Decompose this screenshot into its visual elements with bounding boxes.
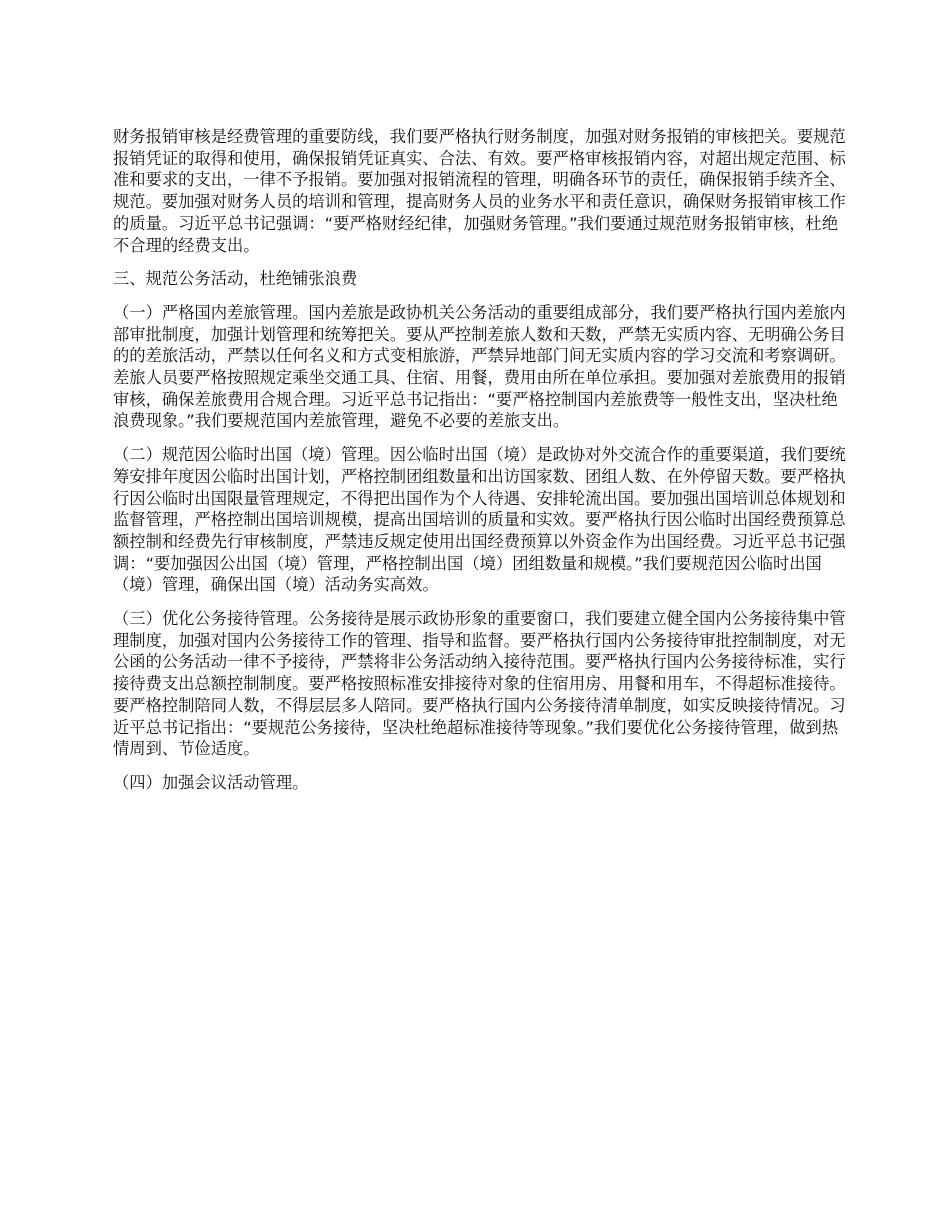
document-body [113,126,853,806]
paragraph-financial-audit: 财务报销审核是经费管理的重要防线，我们要严格执行财务制度，加强对财务报销的审核把关。要规范报销凭证的取得和使用，确保报销凭证真实、合法、有效。要严格审核报销内容，对超出规定范围、标准和要求的支出，一律不予报销。要加强对报销流程的管理，明确各环节的责任，确保报销手续齐全、规范。要加强对财务人员的培训和管理，提高财务人员的业务水平和责任意识，确保财务报销审核工作的质量。习近平总书记强调：“要严格财经纪律，加强财务管理。”我们要通过规范财务报销审核，杜绝不合理的经费支出。 [113,127,846,255]
paragraph-official-reception: （三）优化公务接待管理。公务接待是展示政协形象的重要窗口，我们要建立健全国内公务接待集中管理制度，加强对国内公务接待工作的管理、指导和监督。要严格执行国内公务接待审批控制制度，对无公函的公务活动一律不予接待，严禁将非公务活动纳入接待范围。要严格执行国内公务接待标准，实行接待费支出总额控制制度。要严格按照标准安排接待对象的住宿用房、用餐和用车，不得超标准接待。要严格控制陪同人数，不得层层多人陪同。要严格执行国内公务接待清单制度，如实反映接待情况。习近平总书记指出：“要规范公务接待，坚决杜绝超标准接待等现象。”我们要优化公务接待管理，做到热情周到、节俭适度。 [113,609,846,759]
paragraph-meeting-management: （四）加强会议活动管理。 [113,772,309,792]
section-heading-3: 三、规范公务活动，杜绝铺张浪费 [113,269,358,289]
paragraph-domestic-travel: （一）严格国内差旅管理。国内差旅是政协机关公务活动的重要组成部分，我们要严格执行国内差旅内部审批制度，加强计划管理和统筹把关。要从严控制差旅人数和天数，严禁无实质内容、无明确公务目的的差旅活动，严禁以任何名义和方式变相旅游，严禁异地部门间无实质内容的学习交流和考察调研。差旅人员要严格按照规定乘坐交通工具、住宿、用餐，费用由所在单位承担。要加强对差旅费用的报销审核，确保差旅费用合规合理。习近平总书记指出：“要严格控制国内差旅费等一般性支出，坚决杜绝浪费现象。”我们要规范国内差旅管理，避免不必要的差旅支出。 [113,302,846,431]
paragraph-overseas-travel: （二）规范因公临时出国（境）管理。因公临时出国（境）是政协对外交流合作的重要渠道，我们要统筹安排年度因公临时出国计划，严格控制团组数量和出访国家数、团组人数、在外停留天数。要严格执行因公临时出国限量管理规定，不得把出国作为个人待遇、安排轮流出国。要加强出国培训总体规划和监督管理，严格控制出国培训规模，提高出国培训的质量和实效。要严格执行因公临时出国经费预算总额控制和经费先行审核制度，严禁违反规定使用出国经费预算以外资金作为出国经费。习近平总书记强调：“要加强因公出国（境）管理，严格控制出国（境）团组数量和规模。”我们要规范因公临时出国（境）管理，确保出国（境）活动务实高效。 [113,445,846,595]
